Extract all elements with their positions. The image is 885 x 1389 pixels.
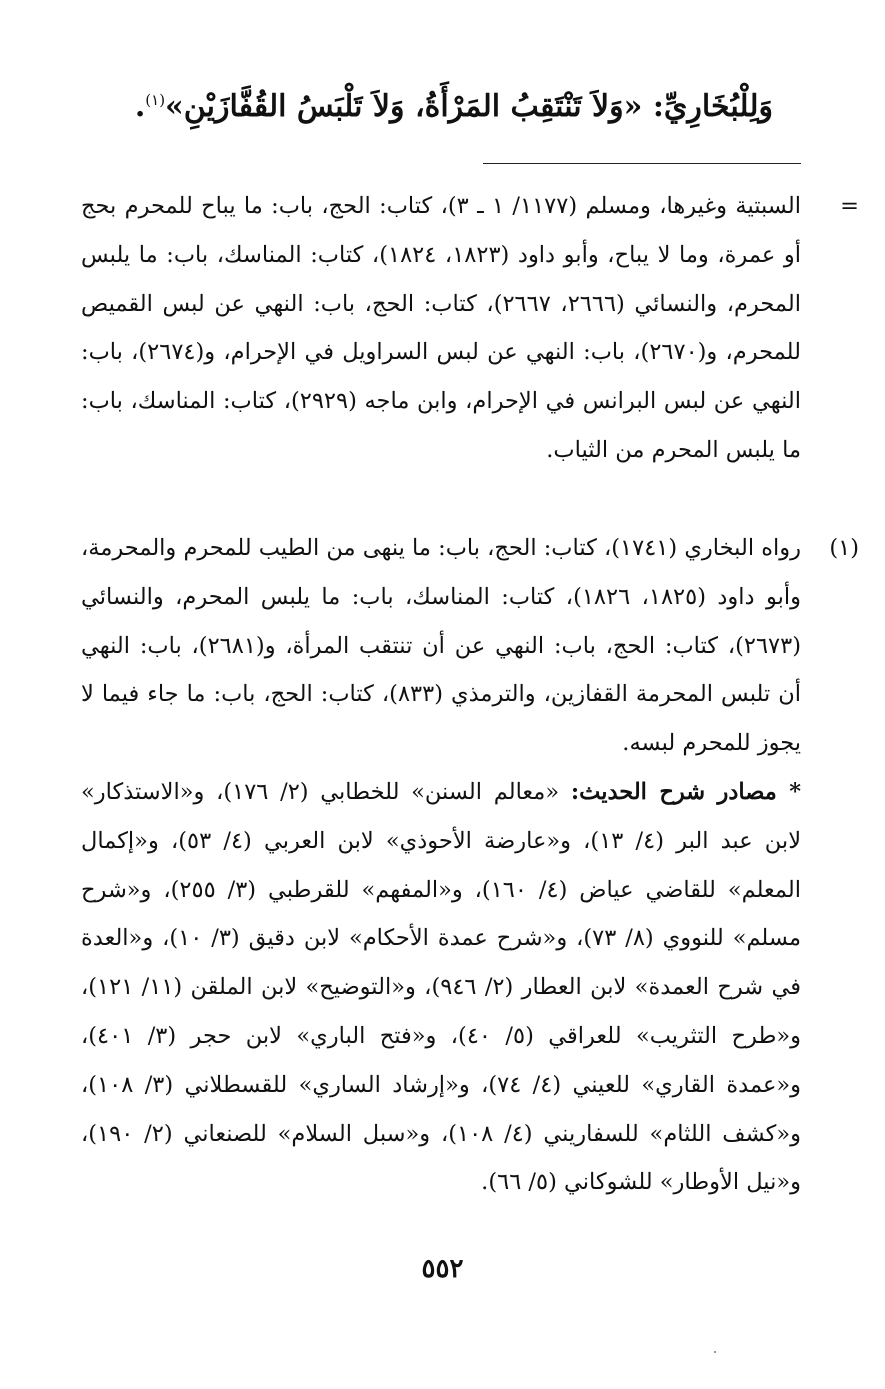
footnote-continuation bbox=[81, 182, 859, 475]
footnote-1-marker: (١) bbox=[829, 535, 859, 561]
hadith-commentary-sources bbox=[81, 768, 801, 1207]
footnote-1 bbox=[81, 524, 859, 768]
footnote-separator bbox=[483, 163, 801, 164]
continuation-marker: = bbox=[840, 193, 859, 219]
continuation-text: السبتية وغيرها، ومسلم (١١٧٧/ ١ ـ ٣)، كتاب: الحج، باب: ما يباح للمحرم بحج أو عمرة، وما لا يباح، وأبو داود (١٨٢٣، ١٨٢٤)، كتاب: المناسك، باب: ما يلبس المحرم، والنسائي (٢٦٦٦، ٢٦٦٧)، كتاب: الحج، باب: النهي عن لبس القميص للمحرم، و(٢٦٧٠)، باب: النهي عن لبس السراويل في الإحرام، و(٢٦٧٤)، باب: النهي عن لبس البرانس في الإحرام، وابن ماجه (٢٩٢٩)، كتاب: المناسك، باب: ما يلبس المحرم من الثياب. bbox=[81, 193, 801, 463]
hadith-text bbox=[73, 78, 773, 129]
hadith-text-body: وَلِلْبُخَارِيِّ: «وَلاَ تَنْتَقِبُ المَرْأَةُ، وَلاَ تَلْبَسُ القُفَّازَيْنِ» bbox=[165, 89, 773, 124]
sources-heading: * مصادر شرح الحديث: bbox=[570, 779, 801, 805]
sources-text: «معالم السنن» للخطابي (٢/ ١٧٦)، و«الاستذكار» لابن عبد البر (٤/ ١٣)، و«عارضة الأحوذي» لابن العربي (٤/ ٥٣)، و«إكمال المعلم» للقاضي عياض (٤/ ١٦٠)، و«المفهم» للقرطبي (٣/ ٢٥٥)، و«شرح مسلم» للنووي (٨/ ٧٣)، و«شرح عمدة الأحكام» لابن دقيق (٣/ ١٠)، و«العدة في شرح العمدة» لابن العطار (٢/ ٩٤٦)، و«التوضيح» لابن الملقن (١١/ ١٢١)، و«طرح التثريب» للعراقي (٥/ ٤٠)، و«فتح الباري» لابن حجر (٣/ ٤٠١)، و«عمدة القاري» للعيني (٤/ ٧٤)، و«إرشاد الساري» للقسطلاني (٣/ ١٠٨)، و«كشف اللثام» للسفاريني (٤/ ١٠٨)، و«سبل السلام» للصنعاني (٢/ ١٩٠)، و«نيل الأوطار» للشوكاني (٥/ ٦٦). bbox=[81, 779, 802, 1196]
footnote-reference: (١) bbox=[145, 91, 166, 109]
hadith-text-end: . bbox=[134, 89, 146, 124]
page-number: ٥٥٢ bbox=[421, 1254, 464, 1284]
footnote-1-text: رواه البخاري (١٧٤١)، كتاب: الحج، باب: ما ينهى من الطيب للمحرم والمحرمة، وأبو داود (١٨٢٥، ١٨٢٦)، كتاب: المناسك، باب: ما يلبس المحرم، والنسائي (٢٦٧٣)، كتاب: الحج، باب: النهي عن أن تنتقب المرأة، و(٢٦٨١)، باب: النهي أن تلبس المحرمة القفازين، والترمذي (٨٣٣)، كتاب: الحج، باب: ما جاء فيما لا يجوز للمحرم لبسه. bbox=[81, 535, 802, 757]
scan-speck bbox=[714, 1351, 716, 1353]
